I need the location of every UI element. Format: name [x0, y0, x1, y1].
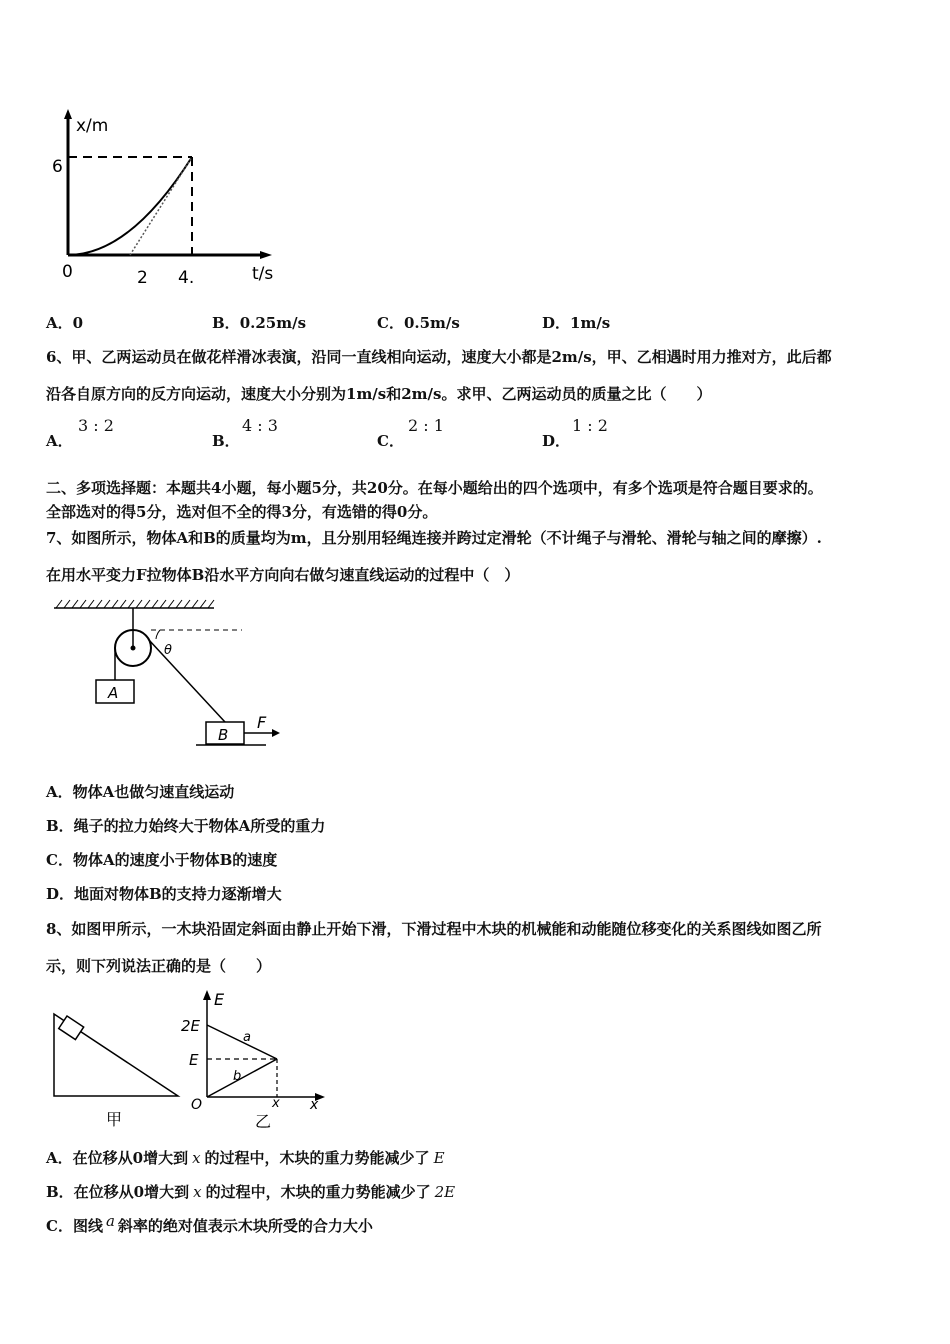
q7-option-a: A．物体A也做匀速直线运动 — [46, 783, 235, 801]
line-b — [207, 1059, 277, 1097]
block-b-label: B — [218, 726, 229, 744]
q5-option-a: A．0 — [46, 314, 84, 332]
theta-arc — [156, 630, 160, 639]
q6-stem-line2: 沿各自原方向的反方向运动，速度大小分别为1m/s和2m/s。求甲、乙两运动员的质量之比（ ） — [46, 385, 712, 403]
theta-label: θ — [164, 643, 172, 658]
q8-option-a: A．在位移从0增大到 x 的过程中，木块的重力势能减少了 E — [46, 1149, 445, 1167]
x-axis-label: t/s — [252, 264, 274, 284]
q8-stem-line1: 8、如图甲所示，一木块沿固定斜面由静止开始下滑，下滑过程中木块的机械能和动能随位移变化的关系图线如图乙所 — [46, 920, 822, 938]
q7-option-d: D．地面对物体B的支持力逐渐增大 — [46, 885, 282, 903]
pulley-axle — [131, 646, 136, 651]
section2-heading-line1: 二、多项选择题：本题共4小题，每小题5分，共20分。在每小题给出的四个选项中，有多个选项是符合题目要求的。 — [46, 479, 823, 497]
tick-2e: 2E — [181, 1017, 201, 1035]
fig-jia-caption: 甲 — [106, 1110, 123, 1129]
x-axis-label: x — [310, 1097, 319, 1113]
q5-xt-graph — [40, 105, 300, 295]
q6-stem-line1: 6、甲、乙两运动员在做花样滑冰表演，沿同一直线相向运动，速度大小都是2m/s，甲、乙相遇时用力推对方，此后都 — [46, 348, 832, 366]
q6-option-b-letter: B． — [212, 432, 240, 450]
q6-option-c-letter: C． — [377, 432, 404, 450]
tick-x: x — [272, 1096, 280, 1111]
q7-stem-line1: 7、如图所示，物体A和B的质量均为m，且分别用轻绳连接并跨过定滑轮（不计绳子与滑轮、滑轮与轴之间的摩擦）. — [46, 529, 822, 547]
x-axis-arrow — [260, 251, 272, 259]
x-tick-4: 4. — [178, 268, 195, 288]
q6-option-d-ratio: 1 : 2 — [572, 416, 608, 435]
line-b-label: b — [233, 1069, 242, 1084]
q6-option-d-letter: D． — [542, 432, 571, 450]
q5-option-c: C．0.5m/s — [377, 314, 460, 332]
block-a-label: A — [108, 684, 119, 702]
origin-label: 0 — [62, 262, 73, 282]
q5-option-b: B．0.25m/s — [212, 314, 307, 332]
y-tick-6: 6 — [52, 157, 63, 177]
rope-to-b — [149, 640, 225, 722]
q7-pulley-figure — [50, 598, 300, 758]
e-axis-label: E — [214, 990, 225, 1009]
q6-option-c-ratio: 2 : 1 — [408, 416, 444, 435]
q6-option-b-ratio: 4 : 3 — [242, 416, 278, 435]
section2-heading-line2: 全部选对的得5分，选对但不全的得3分，有选错的得0分。 — [46, 503, 438, 521]
y-axis-label: x/m — [76, 116, 109, 136]
line-a-label: a — [243, 1030, 251, 1045]
q7-option-b: B．绳子的拉力始终大于物体A所受的重力 — [46, 817, 326, 835]
force-label: F — [257, 713, 267, 732]
y-axis-arrow — [64, 109, 72, 119]
q6-option-a-ratio: 3 : 2 — [78, 416, 114, 435]
e-axis-arrow — [203, 990, 211, 1000]
parabola-curve — [68, 157, 192, 255]
q8-incline-figure — [48, 1000, 188, 1135]
q8-option-b: B．在位移从0增大到 x 的过程中，木块的重力势能减少了 2E — [46, 1183, 456, 1201]
q7-stem-line2: 在用水平变力F拉物体B沿水平方向向右做匀速直线运动的过程中（ ） — [46, 566, 520, 584]
fig-yi-caption: 乙 — [255, 1112, 272, 1131]
q5-option-d: D．1m/s — [542, 314, 611, 332]
origin-o: O — [191, 1097, 203, 1113]
ceiling-hatch — [54, 600, 214, 608]
q7-option-c: C．物体A的速度小于物体B的速度 — [46, 851, 278, 869]
q8-option-c: C．图线 a 斜率的绝对值表示木块所受的合力大小 — [46, 1212, 373, 1235]
tick-e: E — [189, 1051, 199, 1069]
line-a — [207, 1025, 277, 1059]
q8-energy-graph — [175, 985, 335, 1135]
q8-stem-line2: 示，则下列说法正确的是（ ） — [46, 957, 272, 975]
force-arrowhead — [272, 729, 280, 737]
x-tick-2: 2 — [137, 268, 148, 288]
q6-option-a-letter: A． — [46, 432, 73, 450]
